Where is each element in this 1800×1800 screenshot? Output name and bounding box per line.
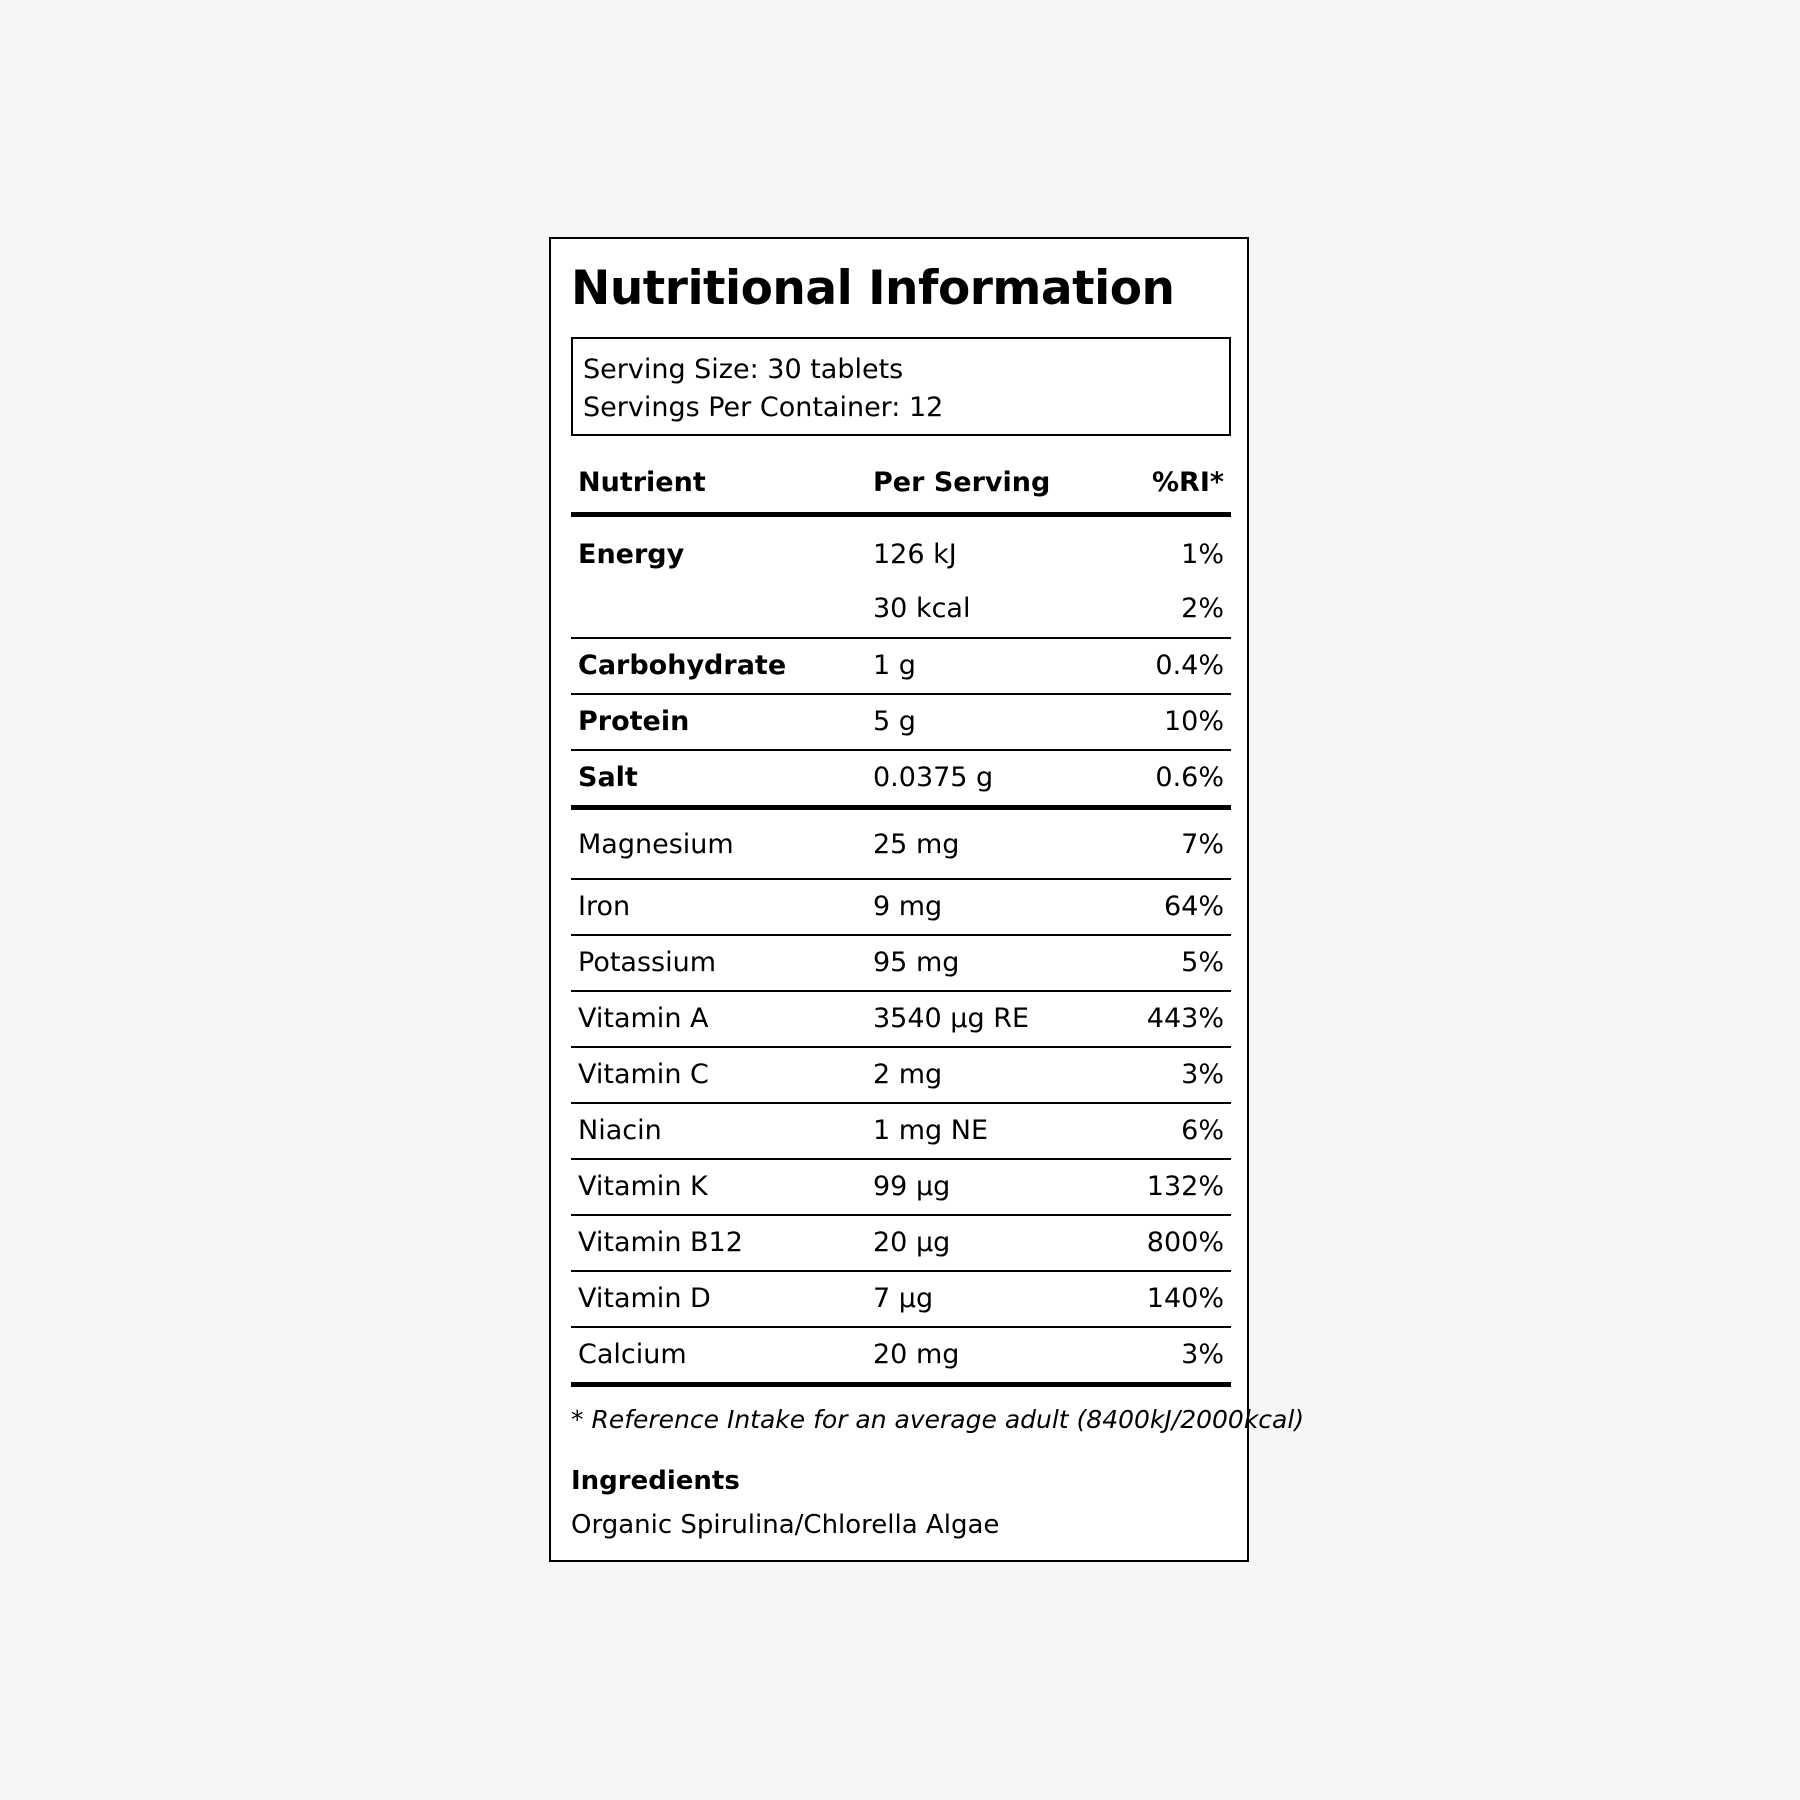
nutrient-per-serving: 5 g bbox=[873, 706, 916, 737]
table-row bbox=[571, 1048, 1231, 1104]
nutrient-per-serving-kcal: 30 kcal bbox=[873, 593, 971, 624]
table-row bbox=[571, 810, 1231, 880]
nutrient-per-serving: 1 g bbox=[873, 650, 916, 681]
table-header bbox=[571, 455, 1231, 517]
table-row bbox=[571, 695, 1231, 751]
column-header-ri: %RI* bbox=[1151, 467, 1224, 498]
table-row bbox=[571, 639, 1231, 695]
nutrient-name: Vitamin C bbox=[578, 1059, 709, 1090]
table-row bbox=[571, 880, 1231, 936]
nutrient-ri: 443% bbox=[1146, 1003, 1224, 1034]
nutrient-ri: 3% bbox=[1181, 1059, 1224, 1090]
table-row bbox=[571, 936, 1231, 992]
nutrient-name: Magnesium bbox=[578, 829, 734, 860]
table-row-energy bbox=[571, 517, 1231, 639]
nutrient-per-serving: 25 mg bbox=[873, 829, 960, 860]
nutrient-name: Vitamin D bbox=[578, 1283, 711, 1314]
nutrient-ri: 10% bbox=[1163, 706, 1224, 737]
nutrient-per-serving: 9 mg bbox=[873, 891, 943, 922]
nutrient-ri: 800% bbox=[1146, 1227, 1224, 1258]
serving-info-box bbox=[571, 337, 1231, 436]
nutrition-label bbox=[549, 237, 1305, 1562]
table-row bbox=[571, 1272, 1231, 1328]
nutrient-per-serving: 99 µg bbox=[873, 1171, 951, 1202]
nutrient-name: Energy bbox=[578, 539, 685, 570]
nutrient-per-serving: 7 µg bbox=[873, 1283, 934, 1314]
nutrient-ri: 6% bbox=[1181, 1115, 1224, 1146]
nutrient-name: Vitamin B12 bbox=[578, 1227, 743, 1258]
nutrient-ri: 0.4% bbox=[1155, 650, 1224, 681]
nutrient-table bbox=[571, 455, 1231, 1387]
nutrient-per-serving: 3540 µg RE bbox=[873, 1003, 1030, 1034]
nutrient-ri: 64% bbox=[1163, 891, 1224, 922]
ingredients-text: Organic Spirulina/Chlorella Algae bbox=[571, 1510, 1000, 1540]
nutrient-name: Iron bbox=[578, 891, 631, 922]
nutrient-ri: 7% bbox=[1181, 829, 1224, 860]
reference-intake-footnote: * Reference Intake for an average adult (8400kJ/2000kcal) bbox=[571, 1405, 1305, 1434]
ingredients-heading: Ingredients bbox=[571, 1466, 740, 1496]
nutrient-ri: 3% bbox=[1181, 1339, 1224, 1370]
nutrient-per-serving: 2 mg bbox=[873, 1059, 943, 1090]
table-row bbox=[571, 992, 1231, 1048]
column-header-nutrient: Nutrient bbox=[578, 467, 706, 498]
serving-size: Serving Size: 30 tablets bbox=[583, 354, 904, 385]
nutrient-name: Calcium bbox=[578, 1339, 687, 1370]
label-title: Nutritional Information bbox=[571, 261, 1175, 316]
nutrient-per-serving: 20 mg bbox=[873, 1339, 960, 1370]
nutrient-name: Salt bbox=[578, 762, 638, 793]
nutrient-ri: 5% bbox=[1181, 947, 1224, 978]
column-header-per-serving: Per Serving bbox=[873, 467, 1051, 498]
nutrient-per-serving: 1 mg NE bbox=[873, 1115, 989, 1146]
nutrient-per-serving: 0.0375 g bbox=[873, 762, 994, 793]
table-row bbox=[571, 1328, 1231, 1387]
table-row bbox=[571, 1160, 1231, 1216]
nutrient-ri-kcal: 2% bbox=[1181, 593, 1224, 624]
nutrient-name: Protein bbox=[578, 706, 690, 737]
nutrient-ri: 0.6% bbox=[1155, 762, 1224, 793]
nutrient-ri: 140% bbox=[1146, 1283, 1224, 1314]
table-row bbox=[571, 1216, 1231, 1272]
nutrient-per-serving: 20 µg bbox=[873, 1227, 951, 1258]
nutrient-name: Vitamin A bbox=[578, 1003, 709, 1034]
table-row bbox=[571, 751, 1231, 810]
nutrient-ri: 1% bbox=[1181, 539, 1224, 570]
nutrient-name: Carbohydrate bbox=[578, 650, 787, 681]
servings-per-container: Servings Per Container: 12 bbox=[583, 392, 944, 423]
nutrient-name: Niacin bbox=[578, 1115, 662, 1146]
nutrient-ri: 132% bbox=[1146, 1171, 1224, 1202]
nutrient-per-serving: 126 kJ bbox=[873, 539, 957, 570]
table-row bbox=[571, 1104, 1231, 1160]
nutrient-per-serving: 95 mg bbox=[873, 947, 960, 978]
nutrient-name: Potassium bbox=[578, 947, 717, 978]
nutrient-name: Vitamin K bbox=[578, 1171, 708, 1202]
